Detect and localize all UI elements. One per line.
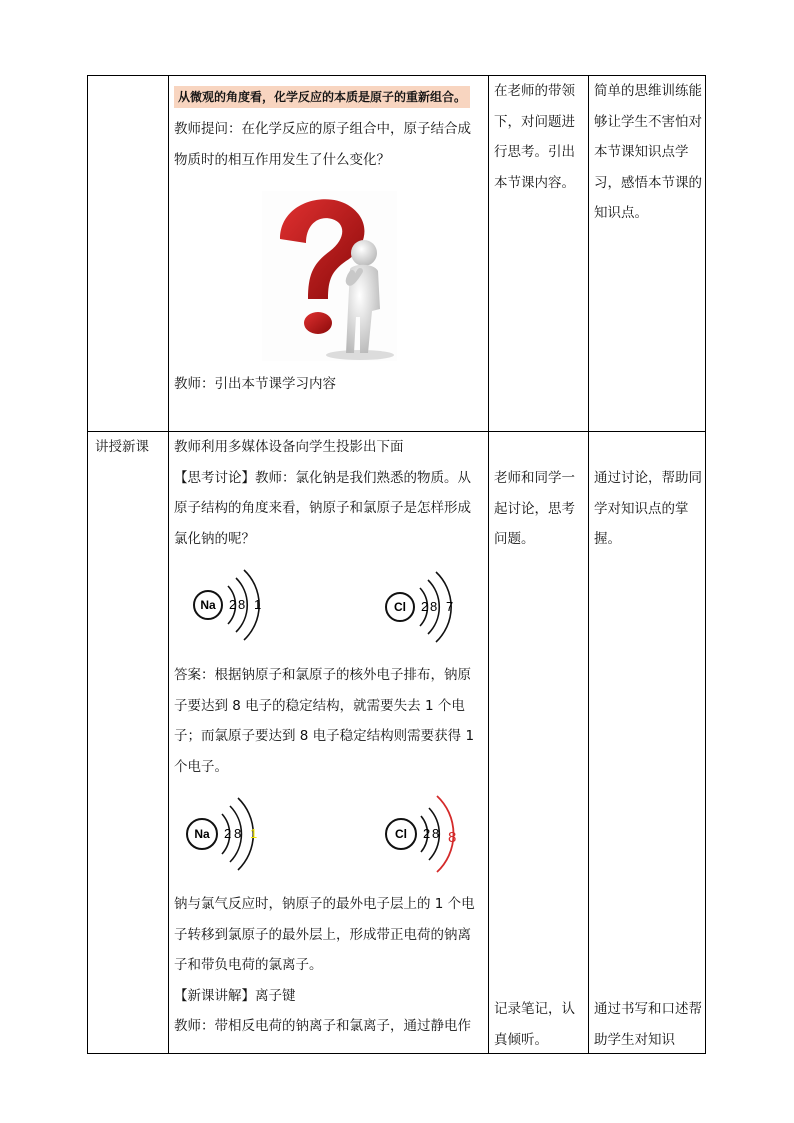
na-shell-3: 1: [254, 597, 263, 612]
row2-content-bottom: [174, 889, 484, 1042]
row2-student-activity-notes: 记录笔记，认真倾听。: [494, 1001, 575, 1048]
reaction-text: 钠与氯气反应时，钠原子的最外电子层上的 1 个电子转移到氯原子的最外层上，形成带正电荷的钠离子和带负电荷的氯离子。: [174, 896, 475, 973]
teacher-note: 教师：引出本节课学习内容: [174, 376, 336, 392]
teacher-explanation: 教师：带相反电荷的钠离子和氯离子，通过静电作: [174, 1018, 471, 1034]
stage-label-new-lesson: 讲授新课: [95, 439, 149, 455]
row2-design-intent: 通过讨论，帮助同学对知识点的掌握。: [594, 470, 702, 547]
row2-design-intent-2: 通过书写和口述帮助学生对知识: [594, 1001, 702, 1048]
column-divider: [488, 76, 489, 1053]
question-mark-thinking-figure-icon: [262, 191, 397, 361]
column-divider: [168, 76, 169, 1053]
na-shell-1: 2: [229, 597, 238, 612]
teacher-question: 教师提问：在化学反应的原子组合中，原子结合成物质时的相互作用发生了什么变化？: [174, 121, 471, 168]
cl-symbol: Cl: [395, 827, 407, 841]
row1-student-activity: 在老师的带领下，对问题进行思考。引出本节课内容。: [494, 83, 575, 191]
key-point-highlight: 从微观的角度看，化学反应的本质是原子的重新组合。: [174, 86, 470, 108]
cl-shell-1: 2: [421, 599, 430, 614]
na-shell-2: 8: [234, 826, 243, 841]
atom-diagram-neutral: [192, 564, 482, 646]
cl-shell-1: 2: [423, 826, 432, 841]
answer-text: 答案：根据钠原子和氯原子的核外电子排布，钠原子要达到 8 电子的稳定结构，就需要失去 1 个电子；而氯原子要达到 8 电子稳定结构则需要获得 1 个电子。: [174, 667, 475, 775]
cl-symbol: Cl: [394, 600, 406, 614]
na-shell-1: 2: [224, 826, 233, 841]
na-symbol: Na: [194, 827, 210, 841]
cl-shell-2: 8: [430, 599, 439, 614]
row2-student-activity: 老师和同学一起讨论，思考问题。: [494, 470, 575, 547]
na-shell-3-lost: 1: [250, 826, 259, 841]
na-shell-2: 8: [238, 597, 247, 612]
discussion-text: 【思考讨论】教师：氯化钠是我们熟悉的物质。从原子结构的角度来看，钠原子和氯原子是怎样形成氯化钠的呢？: [174, 469, 471, 547]
cl-shell-3: 7: [446, 599, 455, 614]
lesson-table: [87, 75, 706, 1054]
column-divider: [588, 76, 589, 1053]
na-symbol: Na: [200, 598, 216, 612]
intro-text: 教师利用多媒体设备向学生投影出下面: [174, 439, 404, 455]
cl-shell-3-gained: 8: [448, 829, 458, 846]
row1-content-cell: [174, 84, 484, 175]
new-lesson-heading: 【新课讲解】离子键: [174, 987, 296, 1004]
atom-diagram-ions: [184, 792, 484, 878]
row1-design-intent: 简单的思维训练能够让学生不害怕对本节课知识点学习，感悟本节课的知识点。: [594, 83, 702, 221]
cl-shell-2: 8: [432, 826, 441, 841]
row2-content-top: [174, 432, 484, 554]
